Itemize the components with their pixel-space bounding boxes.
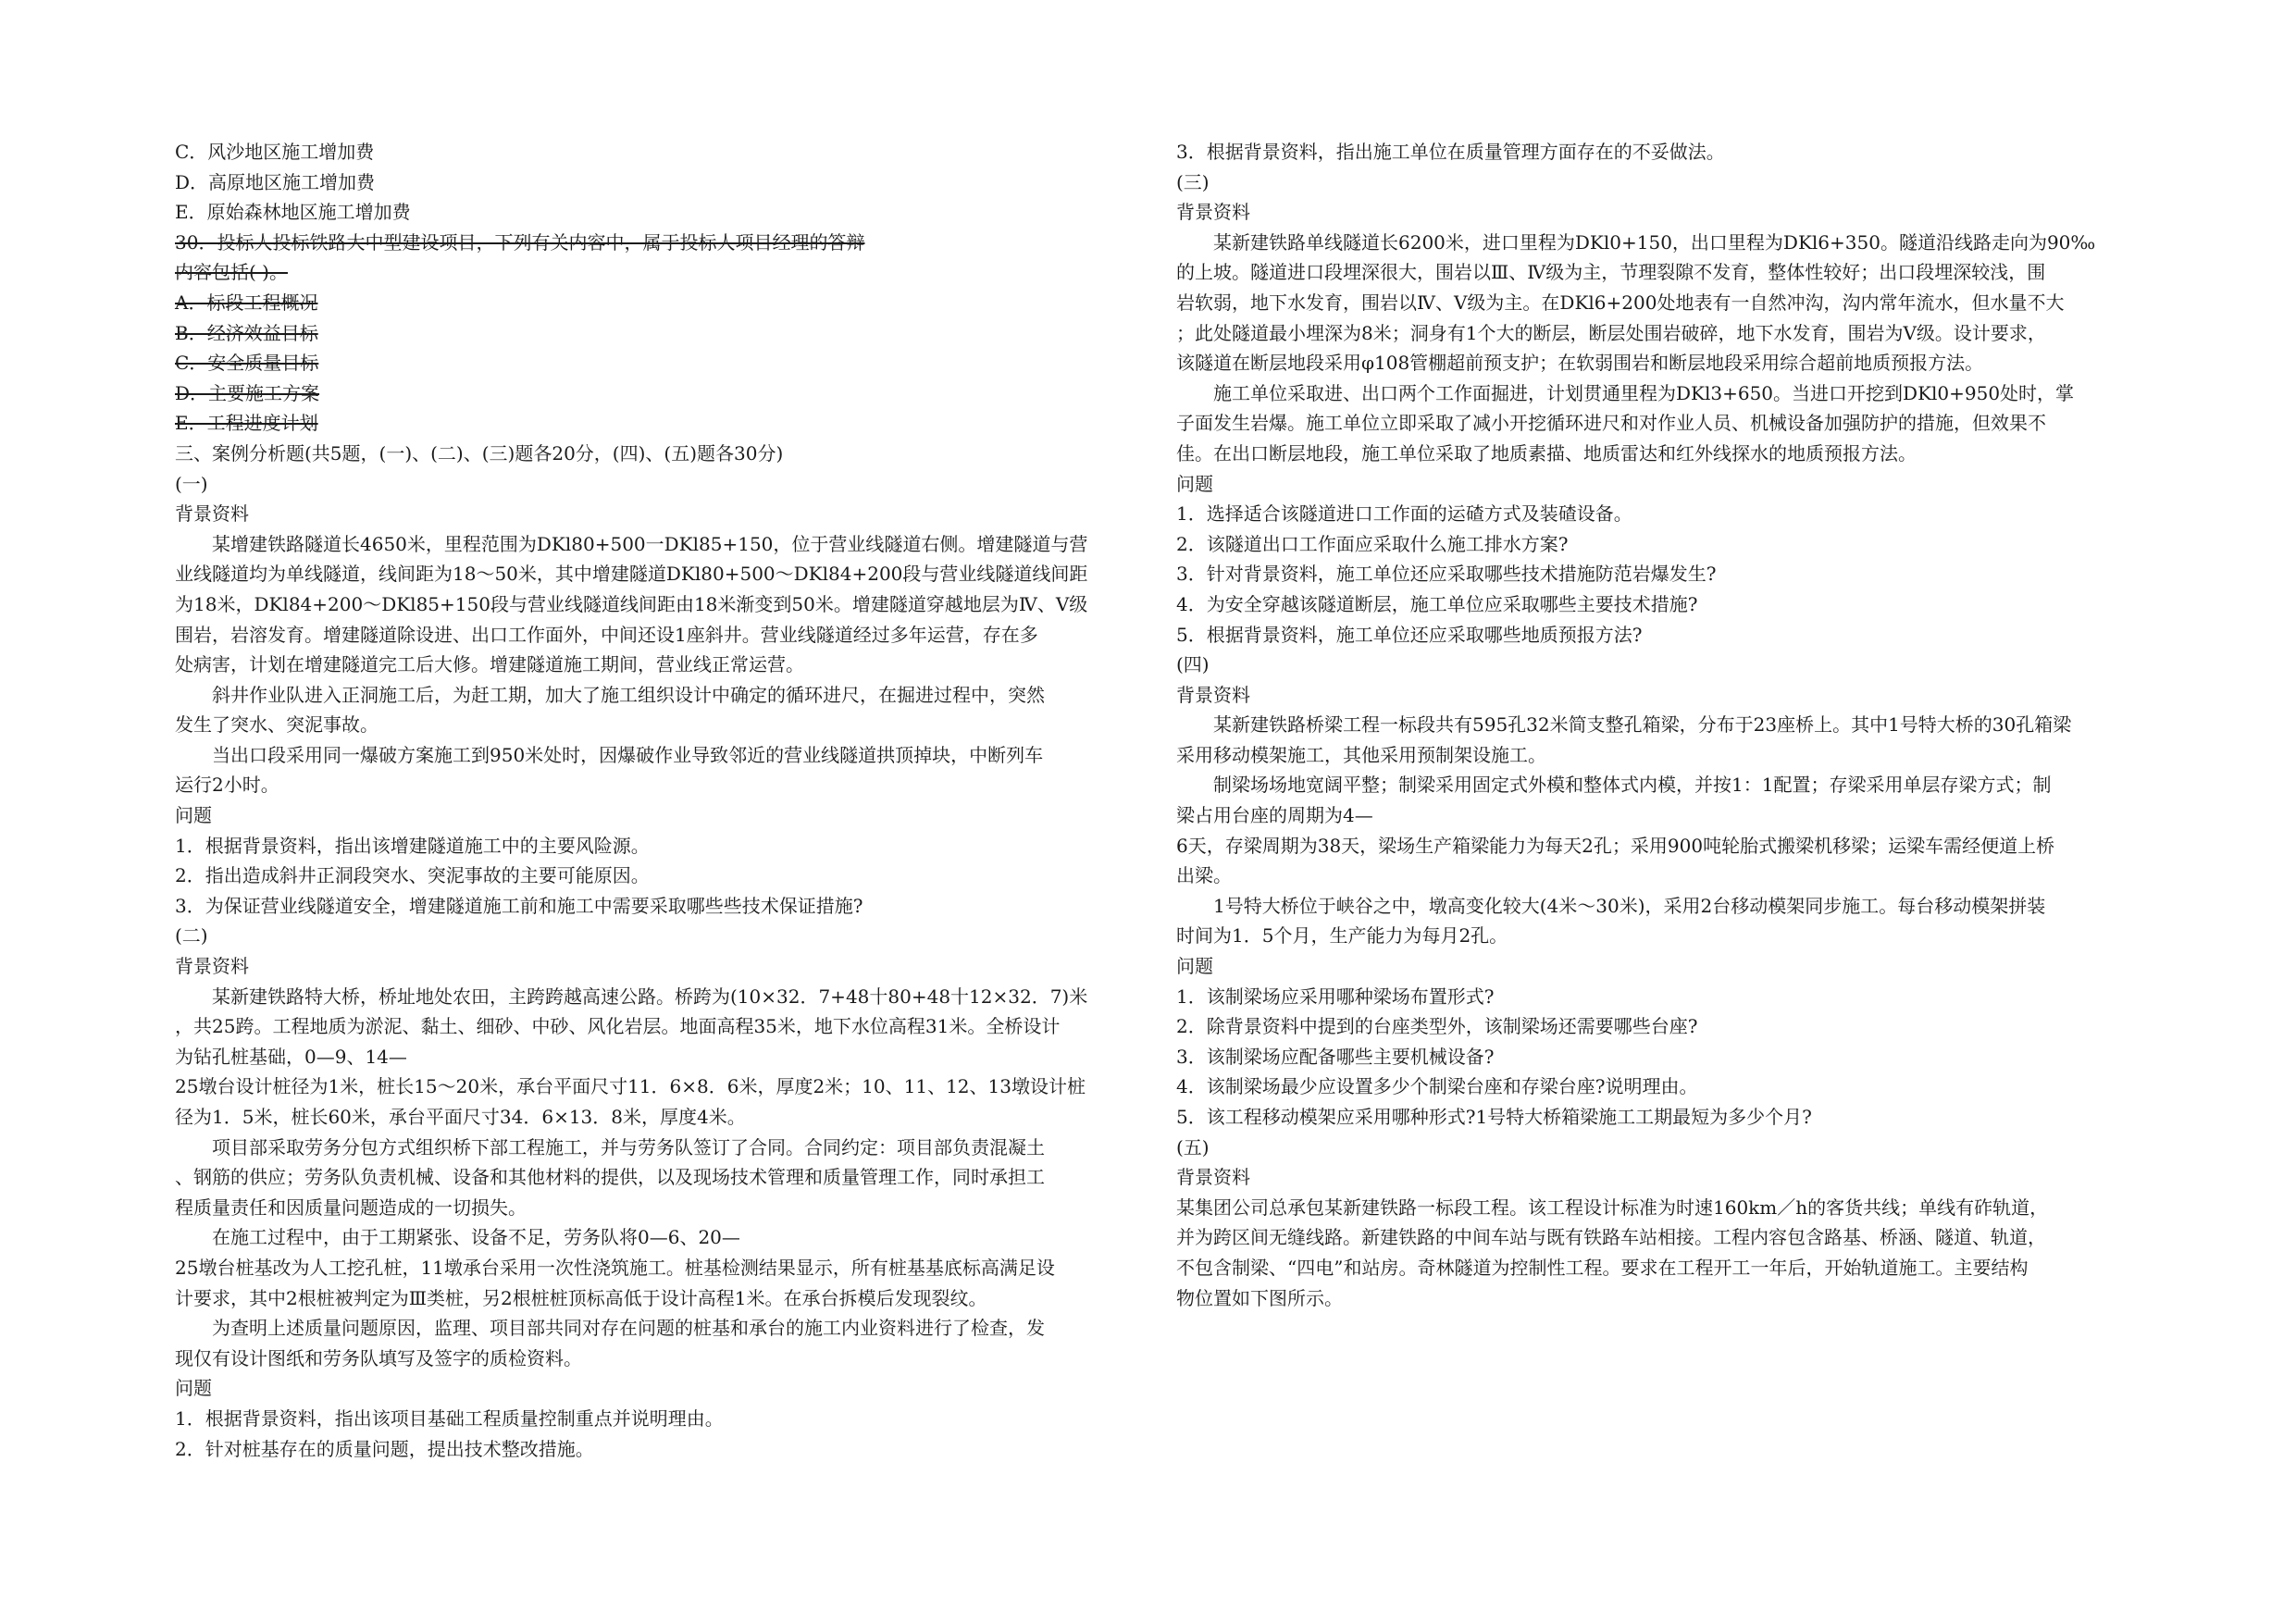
text-line: 施工单位采取进、出口两个工作面掘进，计划贯通里程为DKl3+650。当进口开挖到DKl0+950处时，掌 — [1213, 381, 2075, 404]
text-line: 1．根据背景资料，指出该项目基础工程质量控制重点并说明理由。 — [175, 1406, 724, 1430]
text-line: (一) — [175, 472, 208, 495]
text-line: E．原始森林地区施工增加费 — [175, 201, 411, 224]
text-line: C．风沙地区施工增加费 — [175, 141, 375, 163]
text-line: 物位置如下图所示。 — [1176, 1286, 1343, 1309]
text-line: 25墩台设计桩径为1米，桩长15～20米，承台平面尺寸11．6×8．6米，厚度2米；10、11、12、13墩设计桩 — [175, 1075, 1086, 1098]
text-line: 在施工过程中，由于工期紧张、设备不足，劳务队将0—6、20— — [212, 1226, 740, 1249]
text-line: 5．根据背景资料，施工单位还应采取哪些地质预报方法? — [1176, 623, 1643, 646]
text-line: 5．该工程移动模架应采用哪种形式?1号特大桥箱梁施工工期最短为多少个月? — [1176, 1106, 1812, 1128]
text-line: 佳。在出口断层地段，施工单位采取了地质素描、地质雷达和红外线探水的地质预报方法。 — [1176, 441, 1917, 465]
text-line: ，共25跨。工程地质为淤泥、黏土、细砂、中砂、风化岩层。地面高程35米，地下水位高程31米。全桥设计 — [175, 1015, 1061, 1038]
text-line: 采用移动模架施工，其他采用预制架设施工。 — [1176, 743, 1546, 766]
text-line: 三、案例分析题(共5题，(一)、(二)、(三)题各20分，(四)、(五)题各30分) — [175, 441, 784, 465]
text-line: 围岩，岩溶发育。增建隧道除设进、出口工作面外，中间还设1座斜井。营业线隧道经过多年运营，存在多 — [175, 623, 1038, 646]
text-line: C．安全质量目标 — [175, 352, 319, 375]
text-line: 发生了突水、突泥事故。 — [175, 713, 379, 737]
text-line: 1号特大桥位于峡谷之中，墩高变化较大(4米～30米)，采用2台移动模架同步施工。每台移动模架拼装 — [1213, 894, 2046, 917]
text-line: 2．该隧道出口工作面应采取什么施工排水方案? — [1176, 532, 1569, 555]
text-line: A．标段工程概况 — [175, 291, 318, 314]
text-line: (二) — [175, 924, 208, 948]
text-line: 径为1．5米，桩长60米，承台平面尺寸34．6×13．8米，厚度4米。 — [175, 1106, 746, 1128]
text-line: 子面发生岩爆。施工单位立即采取了减小开挖循环进尺和对作业人员、机械设备加强防护的措施，但效果不 — [1176, 412, 2046, 435]
text-line: 4．为安全穿越该隧道断层，施工单位应采取哪些主要技术措施? — [1176, 592, 1698, 615]
text-line: 背景资料 — [1176, 1166, 1250, 1189]
text-line: 的上坡。隧道进口段埋深很大，围岩以Ⅲ、Ⅳ级为主，节理裂隙不发育，整体性较好；出口段埋深较浅，围 — [1176, 261, 2046, 284]
text-line: (三) — [1176, 170, 1210, 193]
text-line: 1．根据背景资料，指出该增建隧道施工中的主要风险源。 — [175, 834, 650, 857]
text-line: 内容包括( )。 — [175, 261, 288, 284]
text-line: 当出口段采用同一爆破方案施工到950米处时，因爆破作业导致邻近的营业线隧道拱顶掉块，中断列车 — [212, 743, 1044, 766]
text-line: 程质量责任和因质量问题造成的一切损失。 — [175, 1196, 527, 1219]
text-line: 某集团公司总承包某新建铁路一标段工程。该工程设计标准为时速160km／h的客货共线；单线有砟轨道， — [1176, 1196, 2049, 1219]
text-line: 2．除背景资料中提到的台座类型外，该制梁场还需要哪些台座? — [1176, 1015, 1698, 1038]
text-line: 2．指出造成斜井正洞段突水、突泥事故的主要可能原因。 — [175, 864, 650, 887]
text-line: 梁占用台座的周期为4— — [1176, 804, 1373, 827]
text-line: 3．该制梁场应配备哪些主要机械设备? — [1176, 1045, 1495, 1068]
text-line: 为18米，DKl84+200～DKl85+150段与营业线隧道线间距由18米渐变到50米。增建隧道穿越地层为Ⅳ、V级 — [175, 592, 1088, 615]
text-line: D．主要施工方案 — [175, 381, 320, 404]
text-line: 不包含制梁、“四电”和站房。奇林隧道为控制性工程。要求在工程开工一年后，开始轨道施工。主要结构 — [1176, 1256, 2029, 1279]
text-line: 现仅有设计图纸和劳务队填写及签字的质检资料。 — [175, 1346, 582, 1369]
text-line: 3．针对背景资料，施工单位还应采取哪些技术措施防范岩爆发生? — [1176, 563, 1717, 586]
text-line: 运行2小时。 — [175, 774, 279, 797]
text-line: 为钻孔桩基础，0—9、14— — [175, 1045, 407, 1068]
text-line: 并为跨区间无缝线路。新建铁路的中间车站与既有铁路车站相接。工程内容包含路基、桥涵、隧道、轨道， — [1176, 1226, 2046, 1249]
text-line: 背景资料 — [175, 955, 249, 978]
text-line: 问题 — [175, 804, 212, 827]
text-line: ；此处隧道最小埋深为8米；洞身有1个大的断层，断层处围岩破碎，地下水发育，围岩为V级。设计要求， — [1176, 321, 2046, 344]
text-line: 1．选择适合该隧道进口工作面的运碴方式及装碴设备。 — [1176, 502, 1632, 526]
text-line: 某新建铁路单线隧道长6200米，进口里程为DKl0+150，出口里程为DKl6+350。隧道沿线路走向为90‰ — [1213, 230, 2096, 254]
text-line: (四) — [1176, 653, 1210, 676]
text-line: 处病害，计划在增建隧道完工后大修。增建隧道施工期间，营业线正常运营。 — [175, 653, 804, 676]
left-column — [175, 137, 1133, 1464]
text-line: 时间为1．5个月，生产能力为每月2孔。 — [1176, 924, 1508, 948]
text-line: 背景资料 — [1176, 683, 1250, 706]
text-line: 3．为保证营业线隧道安全，增建隧道施工前和施工中需要采取哪些些技术保证措施? — [175, 894, 863, 917]
text-line: 问题 — [1176, 955, 1213, 978]
text-line: 2．针对桩基存在的质量问题，提出技术整改措施。 — [175, 1437, 594, 1460]
text-line: 项目部采取劳务分包方式组织桥下部工程施工，并与劳务队签订了合同。合同约定：项目部负责混凝土 — [212, 1135, 1045, 1158]
text-line: B．经济效益目标 — [175, 321, 318, 344]
text-line: 出梁。 — [1176, 864, 1232, 887]
text-line: 制梁场场地宽阔平整；制梁采用固定式外模和整体式内模，并按1：1配置；存梁采用单层存梁方式；制 — [1213, 774, 2052, 797]
text-line: 业线隧道均为单线隧道，线间距为18～50米，其中增建隧道DKl80+500～DKl84+200段与营业线隧道线间距 — [175, 563, 1088, 586]
text-line: 4．该制梁场最少应设置多少个制梁台座和存梁台座?说明理由。 — [1176, 1075, 1698, 1098]
text-line: 某新建铁路特大桥，桥址地处农田，主跨跨越高速公路。桥跨为(10×32．7+48十80+48十12×32．7)米 — [212, 985, 1088, 1008]
text-line: 1．该制梁场应采用哪种梁场布置形式? — [1176, 985, 1495, 1008]
text-line: 计要求，其中2根桩被判定为Ⅲ类桩，另2根桩桩顶标高低于设计高程1米。在承台拆模后发现裂纹。 — [175, 1286, 987, 1309]
text-line: 某新建铁路桥梁工程一标段共有595孔32米简支整孔箱梁，分布于23座桥上。其中1号特大桥的30孔箱梁 — [1213, 713, 2072, 737]
text-line: 岩软弱，地下水发育，围岩以Ⅳ、V级为主。在DKl6+200处地表有一自然冲沟，沟内常年流水，但水量不大 — [1176, 291, 2065, 314]
text-line: 25墩台桩基改为人工挖孔桩，11墩承台采用一次性浇筑施工。桩基检测结果显示，所有桩基基底标高满足设 — [175, 1256, 1055, 1279]
text-line: 斜井作业队进入正洞施工后，为赶工期，加大了施工组织设计中确定的循环进尺，在掘进过程中，突然 — [212, 683, 1045, 706]
right-column — [1176, 137, 2139, 1313]
text-line: 问题 — [1176, 472, 1213, 495]
text-line: 某增建铁路隧道长4650米，里程范围为DKl80+500一DKl85+150，位于营业线隧道右侧。增建隧道与营 — [212, 532, 1088, 555]
text-line: (五) — [1176, 1135, 1210, 1158]
text-line: 6天，存梁周期为38天，梁场生产箱梁能力为每天2孔；采用900吨轮胎式搬梁机移梁；运梁车需经便道上桥 — [1176, 834, 2055, 857]
text-line: E．工程进度计划 — [175, 412, 318, 435]
text-line: 问题 — [175, 1377, 212, 1400]
text-line: D．高原地区施工增加费 — [175, 170, 376, 193]
text-line: 30．投标人投标铁路大中型建设项目，下列有关内容中，属于投标人项目经理的答辩 — [175, 230, 865, 254]
text-line: 、钢筋的供应；劳务队负责机械、设备和其他材料的提供，以及现场技术管理和质量管理工作，同时承担工 — [175, 1166, 1045, 1189]
text-line: 为查明上述质量问题原因，监理、项目部共同对存在问题的桩基和承台的施工内业资料进行了检查，发 — [212, 1317, 1045, 1340]
text-line: 3．根据背景资料，指出施工单位在质量管理方面存在的不妥做法。 — [1176, 141, 1725, 163]
text-line: 背景资料 — [175, 502, 249, 526]
text-line: 背景资料 — [1176, 201, 1250, 224]
text-line: 该隧道在断层地段采用φ108管棚超前预支护；在软弱围岩和断层地段采用综合超前地质预报方法。 — [1176, 352, 1984, 375]
